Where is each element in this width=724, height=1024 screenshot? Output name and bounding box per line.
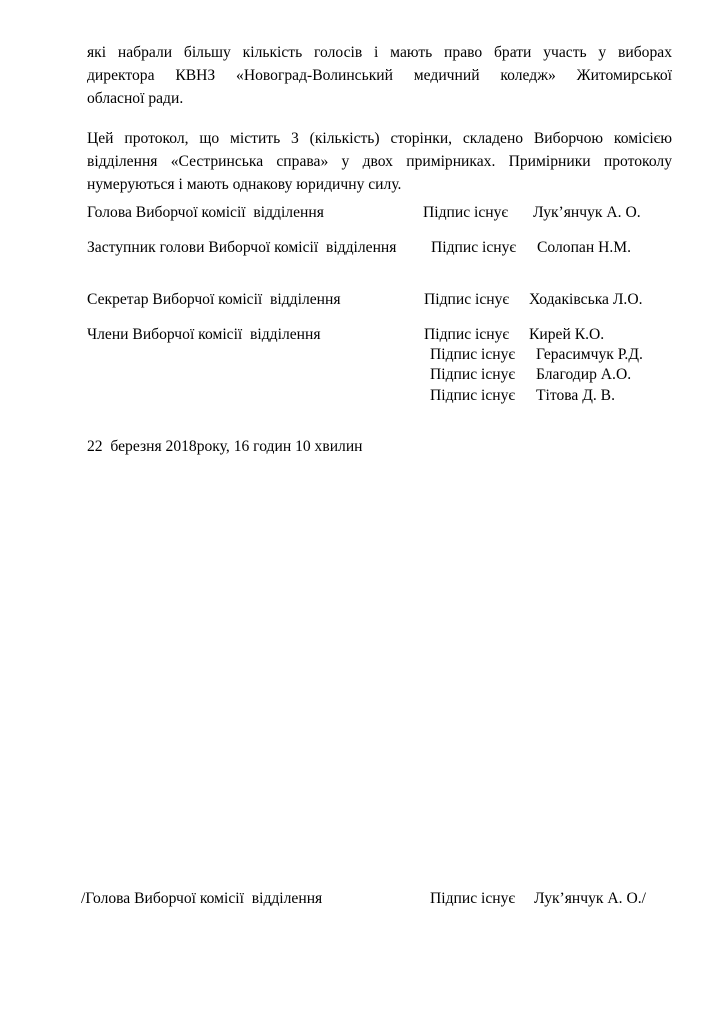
secretary-signature: Підпис існує [424,291,510,308]
chair-role: Голова Виборчої комісії відділення [87,204,324,221]
date-line: 22 березня 2018року, 16 годин 10 хвилин [87,438,363,455]
deputy-signature: Підпис існує [431,239,517,256]
member-name: Тітова Д. В. [536,387,615,404]
deputy-name: Солопан Н.М. [537,239,632,256]
paragraph-line: які набрали більшу кількість голосів і мають право брати участь у виборах [87,44,672,61]
member-name: Герасимчук Р.Д. [536,346,643,363]
eligibility-paragraph [87,41,672,110]
member-signature: Підпис існує [430,366,516,383]
footer-chair-name: Лук’янчук А. О./ [534,890,646,907]
paragraph-line: Цей протокол, що містить 3 (кількість) сторінки, складено Виборчою комісією [87,130,672,147]
paragraph-line: нумеруються і мають однакову юридичну силу. [87,176,402,193]
member-name: Благодир А.О. [536,366,632,383]
chair-signature: Підпис існує [423,204,509,221]
member-signature: Підпис існує [424,326,510,343]
chair-name: Лук’янчук А. О. [533,204,641,221]
paragraph-line: відділення «Сестринська справа» у двох примірниках. Примірники протоколу [87,153,672,170]
paragraph-line: обласної ради. [87,90,184,107]
footer-chair-role: /Голова Виборчої комісії відділення [81,890,323,907]
members-role: Члени Виборчої комісії відділення [87,326,321,343]
protocol-paragraph [87,127,672,196]
deputy-role: Заступник голови Виборчої комісії відділення [87,239,397,256]
member-signature: Підпис існує [430,387,516,404]
secretary-role: Секретар Виборчої комісії відділення [87,291,341,308]
secretary-name: Ходаківська Л.О. [529,291,643,308]
member-signature: Підпис існує [430,346,516,363]
footer-chair-signature: Підпис існує [430,890,516,907]
paragraph-line: директора КВНЗ «Новоград-Волинський медичний коледж» Житомирської [87,67,672,84]
member-name: Кирей К.О. [529,326,605,343]
